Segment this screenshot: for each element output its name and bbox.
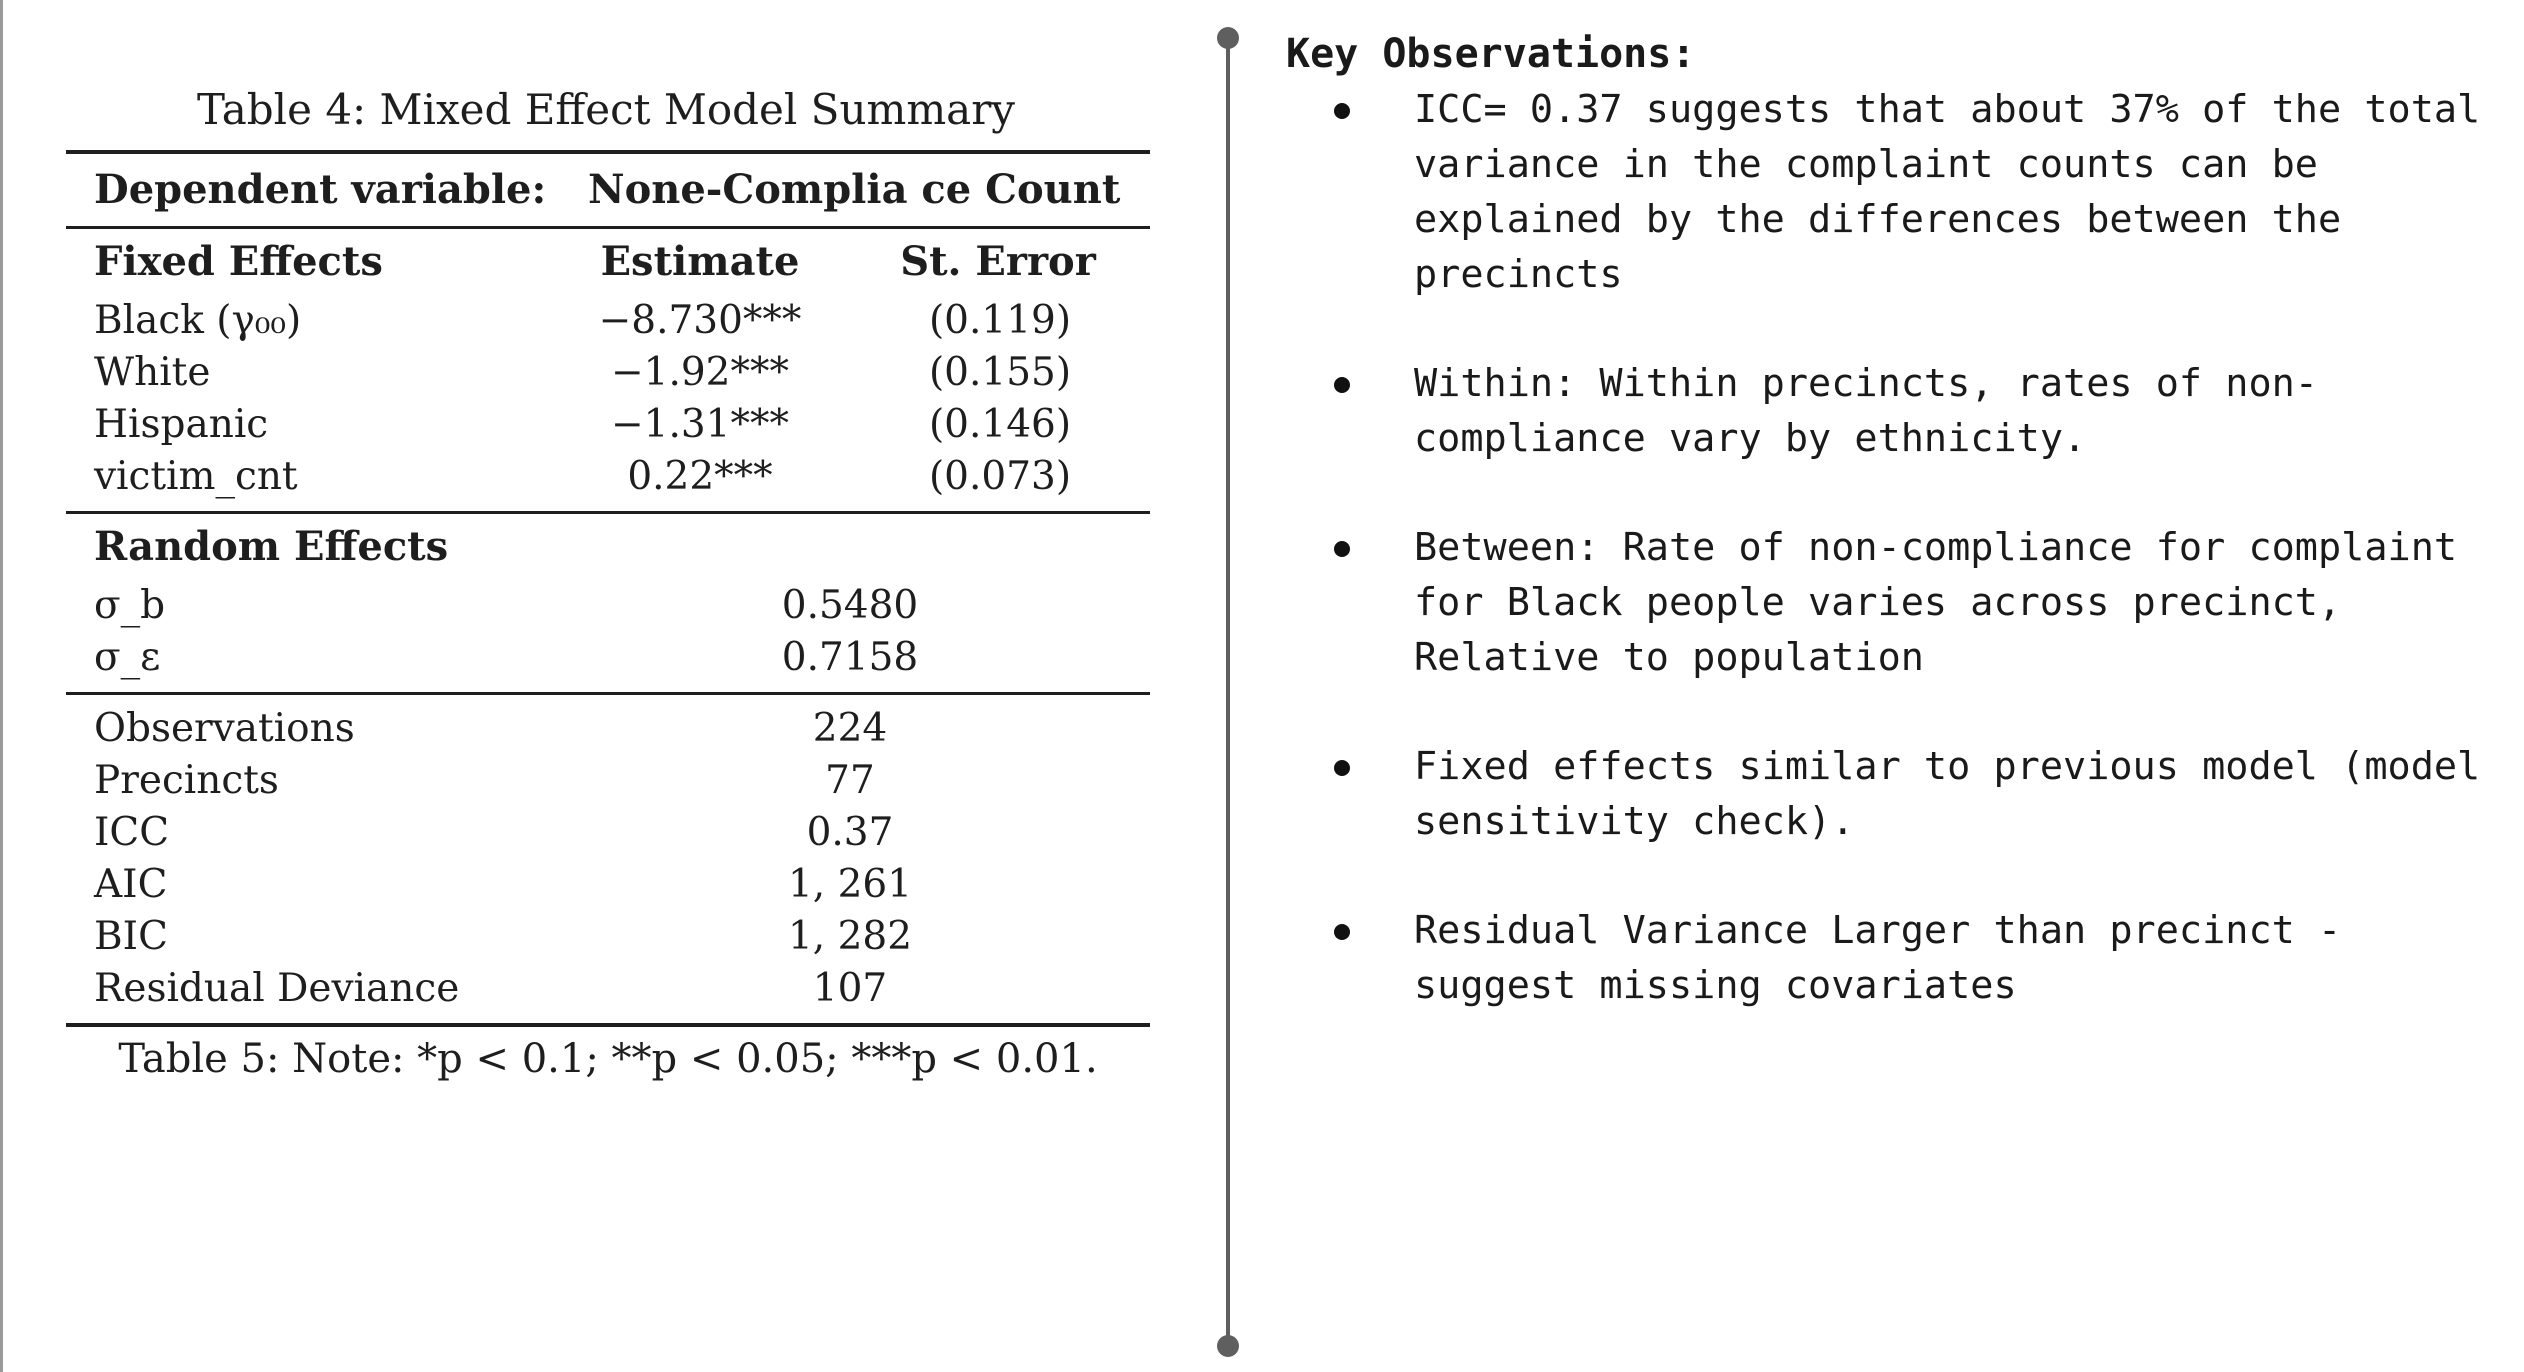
list-item-text: Within: Within precincts, rates of non-compliance vary by ethnicity. [1414,361,2318,461]
row-label: AIC [94,862,168,907]
row-std-error: (0.119) [928,298,1072,343]
list-item-text: Residual Variance Larger than precinct - suggest missing covariates [1414,908,2342,1008]
left-edge-line [0,0,3,1372]
row-label: Residual Deviance [94,966,460,1011]
row-std-error: (0.155) [928,350,1072,395]
bullet-icon [1334,103,1350,119]
row-value: 1, 282 [787,914,913,959]
list-item-text: Fixed effects similar to previous model (model sensitivity check). [1414,744,2481,844]
table-note: Table 5: Note: *p < 0.1; **p < 0.05; ***p < 0.01. [118,1036,1098,1082]
row-estimate: 0.22*** [627,454,773,499]
estimate-header: Estimate [600,238,800,285]
row-estimate: −8.730*** [598,298,802,343]
random-effects-heading: Random Effects [94,523,449,570]
fixed-effects-heading: Fixed Effects [94,238,383,285]
key-observations-title: Key Observations: [1286,31,1696,77]
table-row [66,963,1150,1015]
row-std-error: (0.146) [928,402,1072,447]
st-error-header: St. Error [900,238,1096,285]
row-value: 0.5480 [781,583,919,628]
row-label: victim_cnt [94,454,298,499]
observations-list [1286,82,2506,1013]
divider-bottom-dot [1217,1335,1239,1357]
row-std-error: (0.073) [928,454,1072,499]
list-item [1286,520,2506,685]
row-label: Precincts [94,758,279,803]
list-item [1286,903,2506,1013]
row-label: σ_b [94,583,166,628]
mixed-effect-table [66,70,1150,1089]
row-estimate: −1.31*** [610,402,789,447]
row-label: Black (γ₀₀) [94,298,302,343]
table-row [66,451,1150,503]
table-row [66,859,1150,911]
table-row [66,755,1150,807]
row-label: ICC [94,810,170,855]
vertical-divider [1226,38,1230,1346]
bullet-icon [1334,760,1350,776]
row-value: 0.37 [806,810,894,855]
table-row [66,295,1150,347]
bullet-icon [1334,924,1350,940]
row-value: 77 [825,758,875,803]
dependent-variable-value: None-Complia ce Count [588,166,1121,213]
table-row [66,347,1150,399]
list-item [1286,82,2506,302]
row-estimate: −1.92*** [610,350,789,395]
table-caption: Table 4: Mixed Effect Model Summary [197,85,1015,134]
row-value: 107 [812,966,888,1011]
dependent-variable-row [66,154,1150,226]
list-item-text: Between: Rate of non-compliance for complaint for Black people varies across precinct, Relative to population [1414,525,2458,680]
list-item-text: ICC= 0.37 suggests that about 37% of the total variance in the complaint counts can be explained by the differences between the precincts [1414,87,2481,297]
list-item [1286,739,2506,849]
row-label: Hispanic [94,402,269,447]
row-label: White [94,350,211,395]
row-value: 1, 261 [787,862,913,907]
table-row [66,911,1150,963]
row-value: 0.7158 [781,635,919,680]
random-effects-header-row [66,514,1150,580]
dependent-variable-label: Dependent variable: [94,166,547,213]
table-row [66,807,1150,859]
table-row [66,399,1150,451]
row-value: 224 [812,706,888,751]
row-label: σ_ε [94,635,161,680]
row-label: Observations [94,706,355,751]
table-row [66,632,1150,684]
fixed-effects-header-row [66,229,1150,295]
divider-top-dot [1217,27,1239,49]
table-row [66,580,1150,632]
table-row [66,703,1150,755]
key-observations-panel [1286,26,2506,1067]
bullet-icon [1334,541,1350,557]
table-bottom-rule [66,1023,1150,1027]
bullet-icon [1334,377,1350,393]
list-item [1286,356,2506,466]
row-label: BIC [94,914,168,959]
